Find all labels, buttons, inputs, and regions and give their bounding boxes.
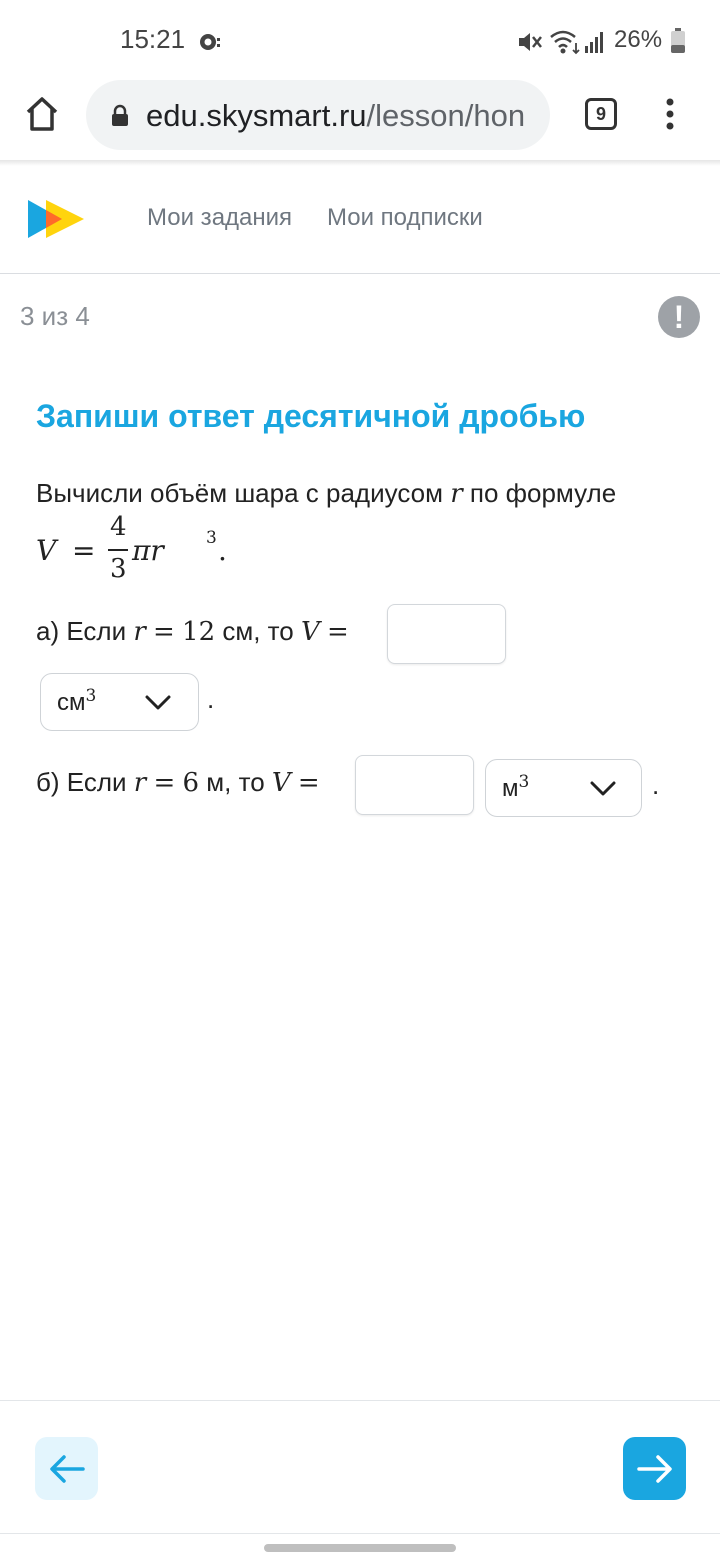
tabs-button[interactable]: 9 [585, 98, 617, 130]
url-path: /lesson/hon [366, 98, 526, 133]
formula-fraction-bar [108, 549, 128, 551]
dnd-icon [198, 32, 222, 52]
chevron-down-icon [145, 695, 171, 711]
chevron-down-icon [590, 781, 616, 797]
part-a-unit-word: см, то [222, 616, 294, 646]
part-b-unit-power: 3 [518, 772, 530, 792]
wifi-icon [549, 29, 581, 55]
url-text [146, 98, 525, 134]
part-a-unit-value [57, 686, 96, 717]
part-a-unit-power: 3 [85, 686, 97, 706]
part-b-end: . [652, 770, 660, 800]
home-icon[interactable] [24, 95, 60, 133]
task-intro-tail: по формуле [469, 478, 617, 508]
task-intro: Вычисли объём шара с радиусом [36, 478, 443, 508]
part-b-unit-word: м, то [206, 767, 265, 797]
arrow-left-icon [49, 1454, 85, 1484]
arrow-right-icon [637, 1454, 673, 1484]
part-a-value: 12 [182, 617, 216, 647]
formula-lhs: V [36, 534, 57, 567]
part-a-var: r [133, 617, 146, 647]
formula-end: . [218, 534, 227, 567]
task-intro-var: r [450, 479, 463, 509]
part-a-unit-label: см [57, 689, 86, 716]
formula-numerator: 4 [110, 512, 127, 542]
menu-icon[interactable] [664, 97, 676, 131]
task-text [36, 478, 616, 509]
formula-eq: = [72, 534, 96, 567]
gesture-bar[interactable] [264, 1544, 456, 1552]
prev-task-button[interactable] [35, 1437, 98, 1500]
nav-my-subscriptions[interactable]: Мои подписки [327, 204, 483, 231]
task-heading: Запиши ответ десятичной дробью [36, 398, 586, 434]
report-issue-button[interactable]: ! [658, 296, 700, 338]
part-b-prefix: б) Если [36, 767, 127, 797]
task-progress: 3 из 4 [20, 301, 90, 331]
part-a-prefix: а) Если [36, 616, 127, 646]
part-b-result-eq: = [297, 768, 320, 798]
part-b-value: 6 [182, 768, 200, 798]
battery-icon [670, 28, 686, 54]
part-b-statement [36, 767, 320, 798]
lock-icon [110, 104, 130, 128]
formula-pi-r: πr [132, 534, 164, 567]
nav-my-tasks[interactable]: Мои задания [147, 204, 293, 231]
address-bar[interactable] [86, 80, 550, 150]
signal-icon [584, 30, 606, 54]
part-b-unit-value [502, 772, 529, 803]
url-host: edu.skysmart.ru [146, 98, 367, 133]
part-a-statement [36, 616, 349, 647]
bottom-divider [0, 1400, 720, 1401]
part-a-result-var: V [301, 617, 320, 647]
part-b-answer-input[interactable] [355, 755, 474, 815]
mute-icon [517, 29, 543, 55]
skysmart-logo[interactable] [28, 198, 84, 240]
battery-percent: 26% [614, 26, 663, 53]
part-b-unit-select[interactable] [485, 759, 642, 817]
system-nav-divider [0, 1533, 720, 1534]
part-b-unit-label: м [502, 775, 519, 802]
part-a-eq: = [153, 617, 175, 647]
status-bar [0, 0, 720, 80]
part-a-unit-select[interactable] [40, 673, 199, 731]
part-b-eq: = [153, 768, 176, 798]
part-a-result-eq: = [327, 617, 349, 647]
part-a-answer-input[interactable] [387, 604, 506, 664]
formula-power: 3 [206, 528, 217, 548]
part-b-var: r [133, 768, 147, 798]
header-divider [0, 273, 720, 274]
part-b-result-var: V [271, 768, 291, 798]
part-a-end: . [207, 684, 215, 714]
next-task-button[interactable] [623, 1437, 686, 1500]
formula-denominator: 3 [110, 554, 127, 584]
status-time: 15:21 [120, 24, 186, 54]
toolbar-shadow [0, 160, 720, 166]
